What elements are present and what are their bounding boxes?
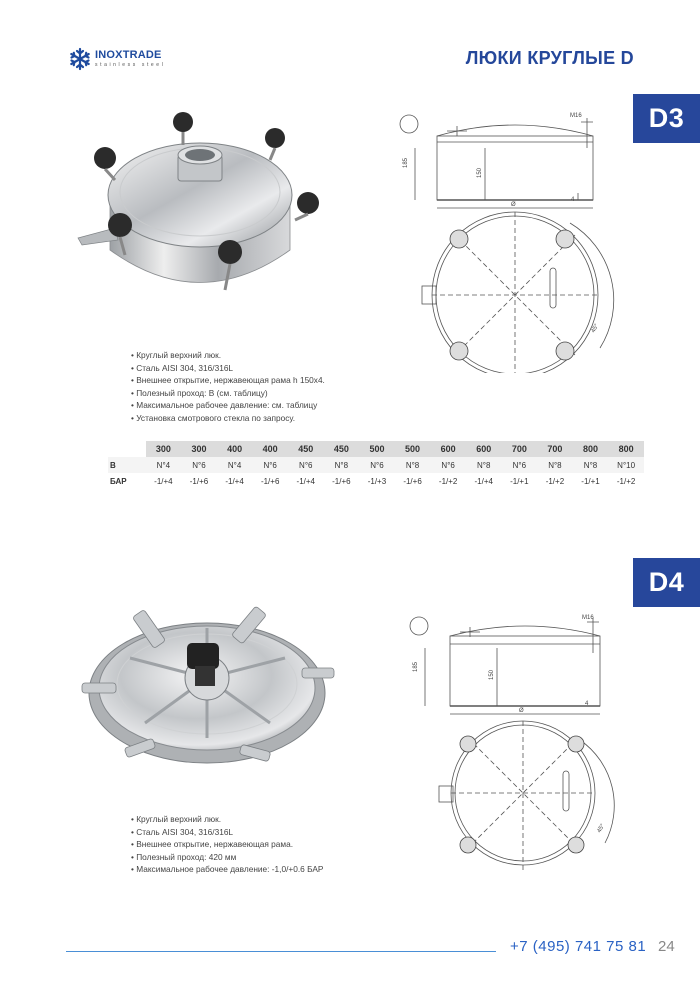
d4-label-185: 185 <box>413 661 419 672</box>
tab-d3: D3 <box>633 94 700 143</box>
d3-feature-item: • Сталь AISI 304, 316/316L <box>131 362 325 375</box>
table-header-cell: 450 <box>288 441 324 457</box>
d4-product-photo <box>70 598 340 783</box>
d4-label-150: 150 <box>489 669 495 680</box>
d4-label-angle: 45° <box>596 823 607 834</box>
d3-feature-list <box>131 349 325 424</box>
d3-feature-item: • Внешнее открытие, нержавеющая рама h 150x4. <box>131 374 325 387</box>
table-cell: -1/+4 <box>225 476 244 486</box>
table-cell: N°6 <box>252 457 288 473</box>
d4-technical-drawing <box>405 608 640 873</box>
table-header-cell: 600 <box>466 441 502 457</box>
d4-feature-list <box>131 813 323 876</box>
table-header-cell: 300 <box>146 441 182 457</box>
table-cell: -1/+6 <box>332 476 351 486</box>
table-header-cell: 800 <box>573 441 609 457</box>
table-header-cell: 600 <box>430 441 466 457</box>
d3-feature-item: • Круглый верхний люк. <box>131 349 325 362</box>
table-row <box>108 457 644 473</box>
table-row-label: В <box>108 457 146 473</box>
table-cell: -1/+1 <box>581 476 600 486</box>
table-header-cell: 700 <box>537 441 573 457</box>
table-cell: -1/+1 <box>510 476 529 486</box>
table-cell: N°6 <box>288 457 324 473</box>
table-cell: -1/+4 <box>474 476 493 486</box>
table-cell: N°6 <box>359 457 395 473</box>
table-header-cell: 700 <box>502 441 538 457</box>
table-cell: -1/+2 <box>438 476 458 486</box>
d3-feature-item: • Полезный проход: В (см. таблицу) <box>131 387 325 400</box>
brand-logo <box>68 47 165 71</box>
table-header-cell: 300 <box>181 441 217 457</box>
table-cell: -1/+4 <box>154 476 173 486</box>
table-header-cell: 800 <box>608 441 644 457</box>
table-cell: N°4 <box>146 457 182 473</box>
d4-feature-item: • Сталь AISI 304, 316/316L <box>131 826 323 839</box>
d3-label-m16: M16 <box>570 113 582 119</box>
d3-label-angle: 45° <box>590 323 601 334</box>
table-cell: N°6 <box>502 457 538 473</box>
d4-feature-item: • Круглый верхний люк. <box>131 813 323 826</box>
table-cell: N°4 <box>217 457 253 473</box>
d4-label-m16: M16 <box>582 615 594 621</box>
d3-label-diameter: Ø <box>511 202 516 208</box>
d3-feature-item: • Максимальное рабочее давление: см. таблицу <box>131 399 325 412</box>
page-number: 24 <box>658 938 675 955</box>
d3-product-photo <box>70 100 340 315</box>
table-row-label: БАР <box>110 476 127 486</box>
d4-label-4: 4 <box>585 701 589 707</box>
d3-feature-item: • Установка смотрового стекла по запросу. <box>131 412 325 425</box>
d4-feature-item: • Полезный проход: 420 мм <box>131 851 323 864</box>
table-header-cell: 400 <box>252 441 288 457</box>
table-cell: N°8 <box>395 457 431 473</box>
table-cell: N°6 <box>181 457 217 473</box>
table-cell: N°8 <box>466 457 502 473</box>
snowflake-logo-icon <box>68 47 92 71</box>
table-cell: -1/+6 <box>403 476 422 486</box>
table-cell: N°8 <box>573 457 609 473</box>
table-cell: N°8 <box>537 457 573 473</box>
table-row <box>108 473 644 489</box>
d3-label-4: 4 <box>571 197 575 203</box>
table-corner <box>108 441 146 457</box>
d3-label-185: 185 <box>403 157 409 168</box>
d4-feature-item: • Максимальное рабочее давление: -1,0/+0.6 БАР <box>131 863 323 876</box>
table-cell: -1/+2 <box>616 476 636 486</box>
table-cell: -1/+3 <box>367 476 387 486</box>
brand-tagline: stainless steel <box>95 62 166 68</box>
tab-d4: D4 <box>633 558 700 607</box>
footer-phone: +7 (495) 741 75 81 <box>510 938 647 955</box>
table-cell: -1/+6 <box>189 476 209 486</box>
d3-spec-table <box>108 441 644 489</box>
table-header-cell: 500 <box>359 441 395 457</box>
table-cell: -1/+6 <box>260 476 280 486</box>
table-header-cell: 450 <box>324 441 360 457</box>
table-cell: -1/+2 <box>545 476 565 486</box>
table-header-cell: 500 <box>395 441 431 457</box>
table-cell: N°6 <box>430 457 466 473</box>
table-cell: -1/+4 <box>296 476 315 486</box>
d4-label-diameter: Ø <box>519 708 524 714</box>
brand-name: INOXTRADE <box>95 49 162 61</box>
table-header-row <box>108 441 644 457</box>
page-title: ЛЮКИ КРУГЛЫЕ D <box>465 48 634 68</box>
footer-divider <box>66 951 496 952</box>
table-cell: N°10 <box>608 457 644 473</box>
d3-label-150: 150 <box>477 167 483 178</box>
table-header-cell: 400 <box>217 441 253 457</box>
table-cell: N°8 <box>324 457 360 473</box>
d4-feature-item: • Внешнее открытие, нержавеющая рама. <box>131 838 323 851</box>
d3-technical-drawing <box>395 108 635 373</box>
